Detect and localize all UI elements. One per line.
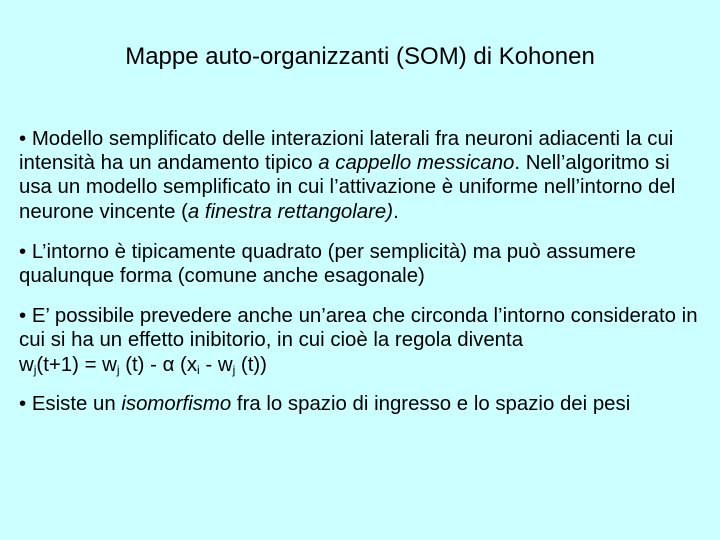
bullet-item-inhibitory-area xyxy=(19,304,703,377)
emphasis-text: a finestra rettangolare) xyxy=(187,200,394,223)
update-rule-formula: $w_j(t+1) = w_j$ (t) - α ($x_i - w_j$ (t)) xyxy=(19,353,267,377)
emphasis-text: a cappello messicano xyxy=(318,152,515,175)
bullet-symbol: • xyxy=(19,128,27,150)
bullet-item-neighborhood-shape xyxy=(19,240,703,288)
bullet-symbol: • xyxy=(19,240,27,263)
bullet-symbol: • xyxy=(19,392,27,415)
bullet-text: Modello semplificato delle interazioni laterali fra neuroni adiacenti la cui intensità ha un andamento tipico xyxy=(19,128,674,175)
bullet-text: . xyxy=(393,200,399,223)
bullet-text: L’intorno è tipicamente quadrato (per semplicità) ma può assumere qualunque forma (comune anche esagonale) xyxy=(19,240,636,288)
bullet-item-isomorphism xyxy=(19,392,703,416)
emphasis-text: isomorfismo xyxy=(121,392,232,415)
bullet-text: Esiste un xyxy=(31,392,122,415)
bullet-item-som-model xyxy=(19,127,703,224)
bullet-text: E’ possibile prevedere anche un’area che circonda l’intorno considerato in cui si ha un effetto inibitorio, in cui cioè la regola diventa xyxy=(19,305,698,352)
bullet-list xyxy=(19,127,703,416)
slide-title: Mappe auto-organizzanti (SOM) di Kohonen xyxy=(125,43,595,70)
bullet-text: . Nell’algoritmo si usa un modello semplificato in cui l’attivazione è uniforme nell’intorno del neurone vincente ( xyxy=(19,152,676,223)
bullet-text: fra lo spazio di ingresso e lo spazio dei pesi xyxy=(231,392,631,415)
bullet-symbol: • xyxy=(19,305,27,328)
